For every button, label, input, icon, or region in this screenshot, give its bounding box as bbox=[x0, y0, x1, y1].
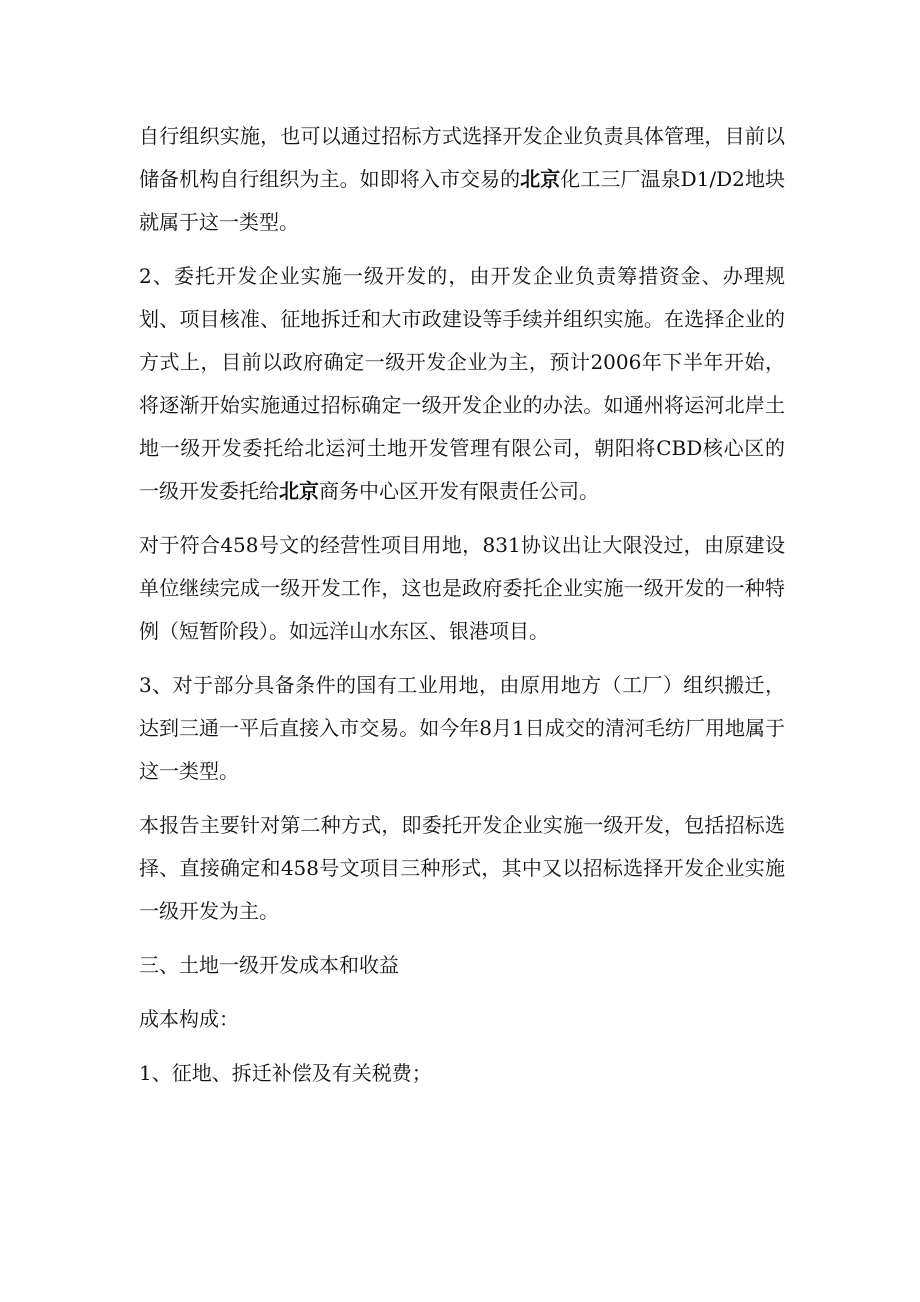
document-body bbox=[139, 115, 785, 1106]
paragraph-5 bbox=[139, 804, 785, 933]
cost-composition-text: 成本构成： bbox=[139, 1007, 239, 1031]
paragraph-1 bbox=[139, 115, 785, 244]
cost-composition-label bbox=[139, 998, 785, 1041]
paragraph-5-text: 本报告主要针对第二种方式，即委托开发企业实施一级开发，包括招标选择、直接确定和458号文项目三种形式，其中又以招标选择开发企业实施一级开发为主。 bbox=[139, 813, 785, 923]
paragraph-4 bbox=[139, 664, 785, 793]
list-item-1 bbox=[139, 1052, 785, 1095]
list-item-1-text: 1、征地、拆迁补偿及有关税费； bbox=[139, 1061, 432, 1085]
paragraph-1-text-a: 自行组织实施，也可以通过招标方式选择开发企业负责具体管理，目前以储备机构自行组织为主。如即将入市交易的 bbox=[139, 124, 785, 191]
paragraph-4-text: 3、对于部分具备条件的国有工业用地，由原用地方（工厂）组织搬迁，达到三通一平后直接入市交易。如今年8月1日成交的清河毛纺厂用地属于这一类型。 bbox=[139, 673, 785, 783]
section-heading bbox=[139, 944, 785, 987]
paragraph-2-bold-beijing: 北京 bbox=[279, 479, 319, 503]
paragraph-2-text-a: 2、委托开发企业实施一级开发的，由开发企业负责筹措资金、办理规划、项目核准、征地拆迁和大市政建设等手续并组织实施。在选择企业的方式上，目前以政府确定一级开发企业为主，预计2006年下半年开始，将逐渐开始实施通过招标确定一级开发企业的办法。如通州将运河北岸土地一级开发委托给北运河土地开发管理有限公司，朝阳将CBD核心区的一级开发委托给 bbox=[139, 264, 785, 503]
paragraph-2 bbox=[139, 255, 785, 513]
paragraph-2-text-b: 商务中心区开发有限责任公司。 bbox=[319, 479, 599, 503]
paragraph-1-bold-beijing: 北京 bbox=[520, 167, 561, 191]
paragraph-3 bbox=[139, 524, 785, 653]
paragraph-1-text-b: 化工三厂温泉D1/D2地块就属于这一类型。 bbox=[139, 167, 786, 234]
section-heading-text: 三、土地一级开发成本和收益 bbox=[139, 953, 399, 977]
paragraph-3-text: 对于符合458号文的经营性项目用地，831协议出让大限没过，由原建设单位继续完成一级开发工作，这也是政府委托企业实施一级开发的一种特例（短暂阶段）。如远洋山水东区、银港项目。 bbox=[139, 533, 785, 643]
